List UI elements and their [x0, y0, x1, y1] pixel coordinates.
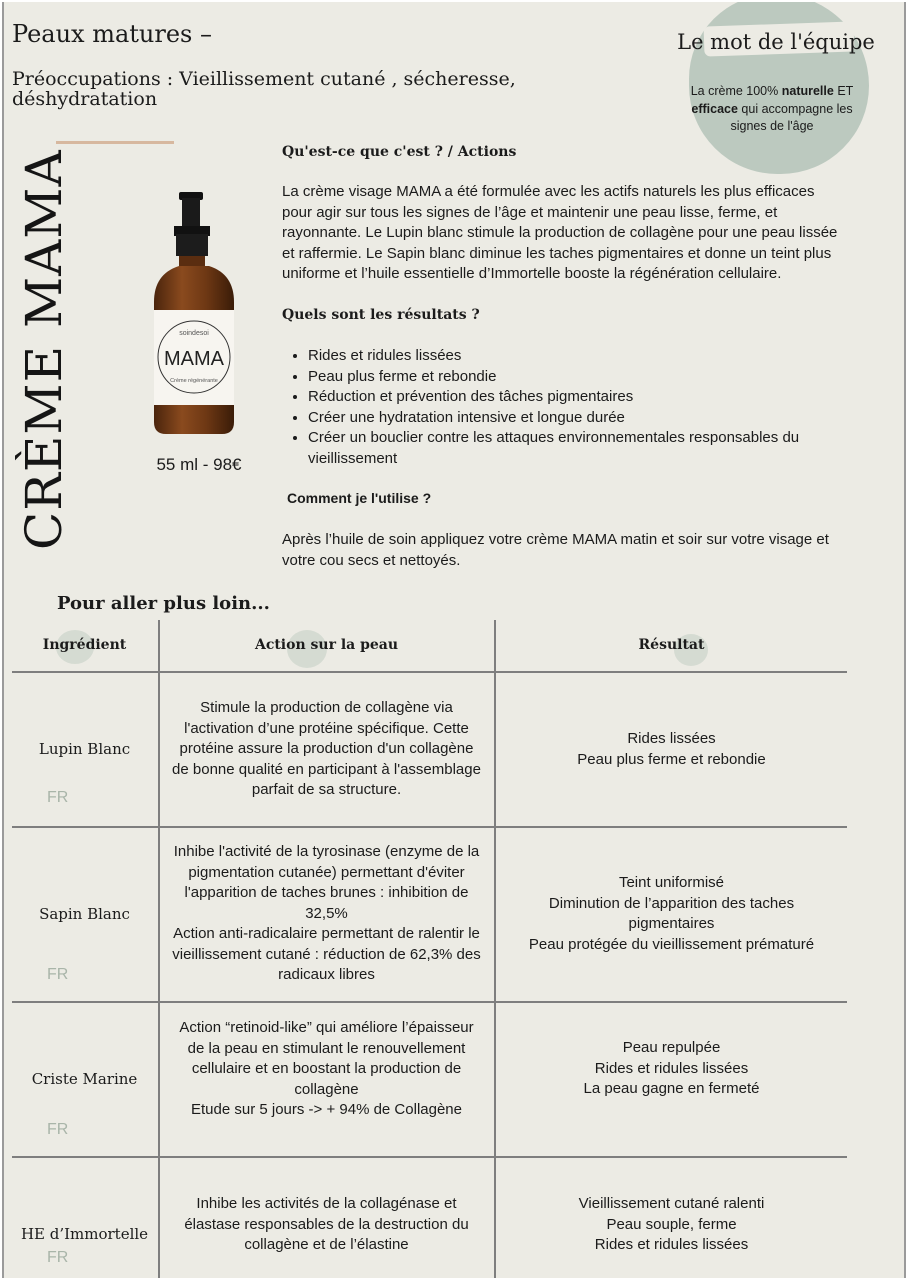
table-header-ingredient: Ingrédient	[42, 637, 127, 653]
result-line: Diminution de l’apparition des taches pigmentaires	[548, 894, 795, 932]
table-header-result: Résultat	[638, 637, 705, 653]
result-text	[514, 873, 829, 955]
skin-type-heading: Peaux matures –	[12, 20, 212, 48]
bottle-sublabel-text: Crème régénérante	[170, 378, 218, 384]
table-rule	[12, 1156, 847, 1158]
result-text	[504, 729, 839, 770]
result-line: Peau repulpée	[622, 1039, 721, 1056]
bottle-label-text: MAMA	[164, 348, 224, 370]
results-item: • Peau plus ferme et rebondie	[308, 367, 842, 388]
result-line: Peau protégée du vieillissement prématuré	[528, 935, 815, 953]
team-text	[684, 83, 860, 136]
results-item: • Rides et ridules lissées	[308, 346, 842, 367]
results-list	[282, 346, 842, 469]
origin-badge: FR	[47, 1249, 69, 1266]
accent-line	[56, 141, 174, 144]
product-price: 55 ml - 98€	[156, 455, 242, 474]
results-item: • Créer une hydratation intensive et longue durée	[308, 408, 842, 429]
use-text: Après l’huile de soin appliquez votre crème MAMA matin et soir sur votre visage et votre cou secs et nettoyés.	[282, 531, 829, 569]
result-text	[504, 1194, 839, 1256]
team-text-part: La crème 100%	[690, 84, 782, 98]
product-name: CRÈME MAMA	[15, 149, 73, 550]
action-text: Inhibe les activités de la collagénase et élastase responsables de la destruction du collagène et de l’élastine	[184, 1195, 469, 1253]
origin-badge: FR	[47, 1121, 69, 1138]
action-text: Action “retinoid-like” qui améliore l’épaisseur de la peau en stimulant le renouvellement cellulaire et en boostant la production de collagène Etude sur 5 jours -> + 94% de Collagène	[179, 1019, 474, 1118]
results-item: • Réduction et prévention des tâches pigmentaires	[308, 387, 842, 408]
use-heading: Comment je l'utilise ?	[287, 490, 432, 506]
product-bottle-image	[149, 190, 239, 436]
team-text-part: qui accompagne les signes de l'âge	[730, 101, 853, 133]
result-line: Rides lissées	[627, 730, 716, 747]
further-title: Pour aller plus loin...	[57, 593, 270, 614]
product-sheet	[2, 2, 906, 1278]
team-title: Le mot de l'équipe	[677, 30, 875, 54]
concerns-text: Préoccupations : Vieillissement cutané , sécheresse, déshydratation	[12, 68, 516, 110]
ingredient-name: Lupin Blanc	[38, 740, 131, 758]
what-heading: Qu'est-ce que c'est ? / Actions	[282, 144, 517, 160]
results-item: • Créer un bouclier contre les attaques environnementales responsables du vieillissement	[308, 428, 842, 469]
result-line: La peau gagne en fermeté	[583, 1080, 760, 1097]
ingredient-name: HE d’Immortelle	[20, 1225, 149, 1243]
result-line: Rides et ridules lissées	[594, 1059, 749, 1077]
table-header-action: Action sur la peau	[254, 637, 399, 653]
result-line: Rides et ridules lissées	[594, 1236, 749, 1253]
team-text-bold: naturelle	[781, 84, 834, 98]
ingredient-name: Criste Marine	[31, 1070, 138, 1088]
ingredient-name: Sapin Blanc	[39, 905, 130, 923]
team-text-bold: efficace	[691, 101, 738, 116]
result-line: Teint uniformisé	[618, 874, 725, 891]
what-text: La crème visage MAMA a été formulée avec les actifs naturels les plus efficaces pour agir sur tous les signes de l’âge et maintenir une peau lisse, ferme, et rayonnante. Le Lupin blanc stimule la production de collagène pour une peau lissée et raffermie. Le Sapin blanc diminue les taches pigmentaires et donne un teint plus uniforme et l’huile essentielle d’Immortelle booste la régénération cellulaire.	[282, 183, 838, 282]
table-rule	[12, 1001, 847, 1003]
action-text: Stimule la production de collagène via l'activation d’une protéine spécifique. Cette protéine assure la production d'un collagène de bonne qualité en participant à l'assemblage parfait de sa structure.	[172, 699, 481, 798]
table-rule	[12, 826, 847, 828]
table-divider	[494, 620, 496, 1278]
origin-badge: FR	[47, 966, 69, 983]
table-rule	[12, 671, 847, 673]
bottle-brand-text: soindesoi	[179, 330, 209, 337]
result-text	[504, 1038, 839, 1100]
result-line: Vieillissement cutané ralenti	[578, 1195, 765, 1212]
result-line: Peau souple, ferme	[606, 1215, 737, 1233]
team-text-part: ET	[833, 84, 854, 98]
result-line: Peau plus ferme et rebondie	[577, 750, 766, 768]
results-heading: Quels sont les résultats ?	[282, 307, 480, 323]
table-divider	[158, 620, 160, 1278]
action-text: Inhibe l'activité de la tyrosinase (enzyme de la pigmentation cutanée) permettant d'éviter l'apparition de taches brunes : inhibition de 32,5% Action anti-radicalaire permettant de ralentir le vieillissement cutané : réduction de 62,3% des radicaux libres	[172, 843, 481, 983]
origin-badge: FR	[47, 789, 69, 806]
